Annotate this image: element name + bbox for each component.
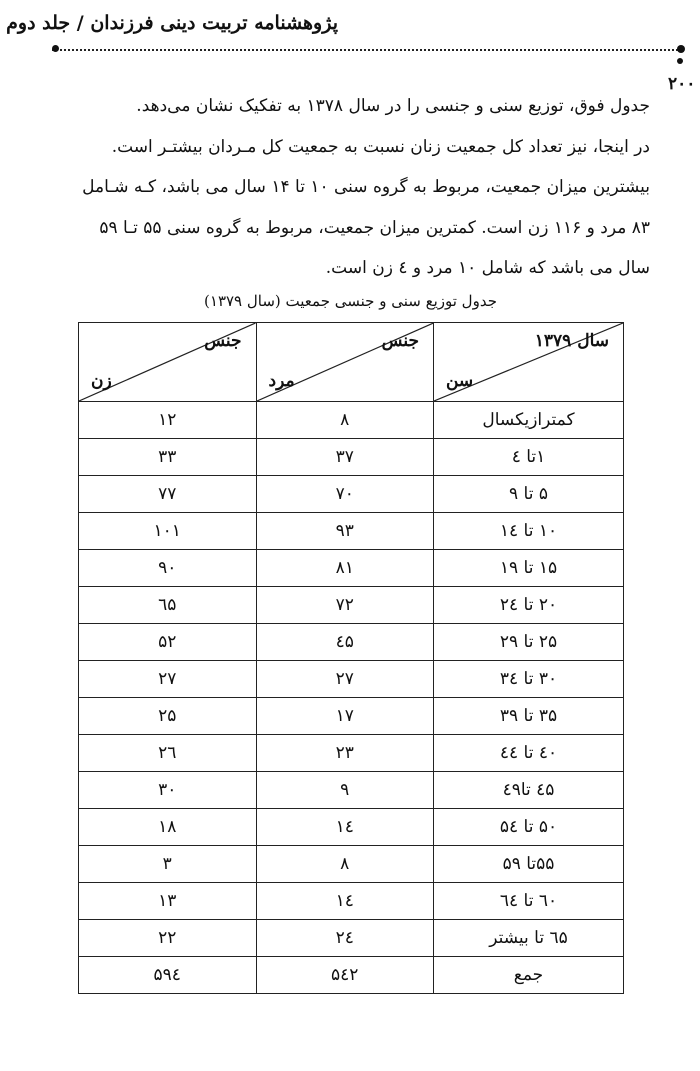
age-cell: ۲۰ تا ۲٤ xyxy=(433,587,623,624)
header-female: زن xyxy=(91,371,112,391)
table-row xyxy=(79,883,624,920)
table-row xyxy=(79,772,624,809)
male-count-cell: ۸ xyxy=(256,846,433,883)
table-header-row xyxy=(79,323,624,402)
female-count-cell: ۵۲ xyxy=(79,624,257,661)
female-count-cell: ۲۷ xyxy=(79,661,257,698)
male-count-cell: ۲۷ xyxy=(256,661,433,698)
age-cell: ٤۵ تا٤۹ xyxy=(433,772,623,809)
female-count-cell: ۱۳ xyxy=(79,883,257,920)
male-count-cell: ۹۳ xyxy=(256,513,433,550)
male-count-cell: ۱٤ xyxy=(256,883,433,920)
male-count-cell: ۳۷ xyxy=(256,439,433,476)
female-count-cell: ۵۹٤ xyxy=(79,957,257,994)
male-count-cell: ۵٤۲ xyxy=(256,957,433,994)
paragraph-line: جدول فوق، توزیع سنی و جنسی را در سال ۱۳۷۸ به تفکیک نشان می‌دهد. xyxy=(136,96,650,116)
age-cell: ٦۰ تا ٦٤ xyxy=(433,883,623,920)
female-count-cell: ۱۸ xyxy=(79,809,257,846)
rule-end-dot xyxy=(677,45,685,53)
table-row xyxy=(79,550,624,587)
age-cell: ٦۵ تا بیشتر xyxy=(433,920,623,957)
female-count-cell: ۱۲ xyxy=(79,402,257,439)
age-cell: ٤۰ تا ٤٤ xyxy=(433,735,623,772)
female-count-cell: ۲۵ xyxy=(79,698,257,735)
table-row xyxy=(79,698,624,735)
male-count-cell: ۹ xyxy=(256,772,433,809)
table-row xyxy=(79,624,624,661)
table-row xyxy=(79,476,624,513)
female-count-cell: ۷۷ xyxy=(79,476,257,513)
female-count-cell: ۳ xyxy=(79,846,257,883)
age-cell: جمع xyxy=(433,957,623,994)
age-cell: ۳۰ تا ۳٤ xyxy=(433,661,623,698)
paragraph-line: در اینجا، نیز تعداد کل جمعیت زنان نسبت به جمعیت کل مـردان بیشتـر است. xyxy=(111,136,650,157)
header-dotted-rule xyxy=(52,49,682,51)
table-row xyxy=(79,735,624,772)
table-row xyxy=(79,661,624,698)
header-gender: جنس xyxy=(204,331,242,351)
header-cell-male xyxy=(256,323,433,402)
paragraph-line: سال می باشد که شامل ۱۰ مرد و ٤ زن است. xyxy=(325,258,650,278)
body-paragraph xyxy=(52,86,650,289)
female-count-cell: ۳۰ xyxy=(79,772,257,809)
table-row xyxy=(79,402,624,439)
table-row xyxy=(79,846,624,883)
table-row xyxy=(79,809,624,846)
age-cell: ۱۵ تا ۱۹ xyxy=(433,550,623,587)
header-year: سال ۱۳۷۹ xyxy=(534,331,609,351)
age-cell: ۵ تا ۹ xyxy=(433,476,623,513)
header-cell-female xyxy=(79,323,257,402)
table-row xyxy=(79,920,624,957)
age-cell: ۱تا ٤ xyxy=(433,439,623,476)
female-count-cell: ۹۰ xyxy=(79,550,257,587)
header-male: مرد xyxy=(268,371,295,391)
header-gender: جنس xyxy=(381,331,419,351)
age-cell: ۵۵تا ۵۹ xyxy=(433,846,623,883)
header-cell-age xyxy=(433,323,623,402)
male-count-cell: ۱۷ xyxy=(256,698,433,735)
age-cell: ۵۰ تا ۵٤ xyxy=(433,809,623,846)
paragraph-line: بیشترین میزان جمعیت، مربوط به گروه سنی ۱۰ تا ۱۴ سال می باشد، کـه شـامل xyxy=(82,177,650,197)
age-cell: ۱۰ تا ۱٤ xyxy=(433,513,623,550)
paragraph-line: ۸۳ مرد و ۱۱۶ زن است. کمترین میزان جمعیت، مربوط به گروه سنی ۵۵ تـا ۵۹ xyxy=(99,217,650,238)
female-count-cell: ۱۰۱ xyxy=(79,513,257,550)
male-count-cell: ٤۵ xyxy=(256,624,433,661)
page-number-mark xyxy=(677,58,683,64)
age-cell: ۲۵ تا ۲۹ xyxy=(433,624,623,661)
female-count-cell: ۲٦ xyxy=(79,735,257,772)
table-caption: جدول توزیع سنی و جنسی جمعیت (سال ۱۳۷۹) xyxy=(204,292,497,310)
page-number: ۲۰۰ xyxy=(668,74,696,94)
table-row xyxy=(79,439,624,476)
female-count-cell: ۲۲ xyxy=(79,920,257,957)
male-count-cell: ۸۱ xyxy=(256,550,433,587)
table-body xyxy=(79,402,624,994)
male-count-cell: ۷۲ xyxy=(256,587,433,624)
running-title: پژوهشنامه تربیت دینی فرزندان / جلد دوم xyxy=(6,12,338,34)
age-cell: ۳۵ تا ۳۹ xyxy=(433,698,623,735)
male-count-cell: ۷۰ xyxy=(256,476,433,513)
population-table xyxy=(78,322,624,994)
header-age: سن xyxy=(445,371,474,391)
male-count-cell: ۱٤ xyxy=(256,809,433,846)
table-row xyxy=(79,513,624,550)
female-count-cell: ٦۵ xyxy=(79,587,257,624)
male-count-cell: ۲٤ xyxy=(256,920,433,957)
rule-start-dot xyxy=(52,45,59,52)
male-count-cell: ۲۳ xyxy=(256,735,433,772)
female-count-cell: ۳۳ xyxy=(79,439,257,476)
age-cell: کمترازیکسال xyxy=(433,402,623,439)
male-count-cell: ۸ xyxy=(256,402,433,439)
table-row xyxy=(79,957,624,994)
table-row xyxy=(79,587,624,624)
